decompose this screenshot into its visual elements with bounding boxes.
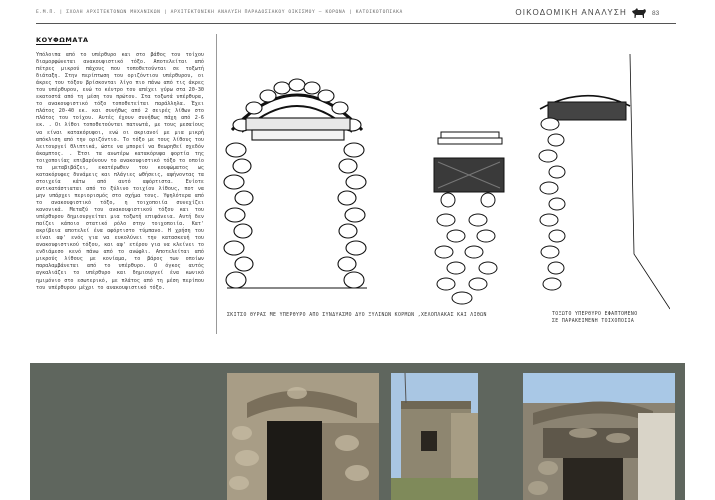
article-body: Υπόλοιπα από το υπέρθυρο και στο βάθος του τοίχου διαμορφώνεται ανακουφιστικό τόξο. Αποτελείται από πέτρες μικρού πάχους που τοποθετούνται σε τοξωτή διάταξη. Στην περίπτωση του οριζόντιου υπέρθυρου, οι άκρες του τόξου βρίσκονται λίγο πιο πάνω από τις άκρες του υπέρθυρου, ενώ το κέντρο του απέχει γύρω στα 20-30 εκατοστά από τη μέση του πρώτου. Στα τοξωτά υπέρθυρα, το ανακουφιστικό τόξο τοποθετείται παράλληλα. Έχει πλάτος 20-40 εκ. και συνήθως από 2 σειρές λίθων στο πλάτος του τοίχου. Αυτές έχουν συνήθως πάχη από 2-6 εκ. . Οι λίθοι τοποθετούνται πατνωτά, με τους μεσαίους να είναι κατακόρυφοι, ενώ οι ακριανοί με μια μικρή απόκλιση από την οριζόντιο. Το τόξο με τους λίθους του λειτουργεί θλιπτικά, ώστε να μπορεί να θεωρηθεί σχεδόν άκαμπτος. . Έτσι τα ανωτέρω κατακόρυφα φορτία της τοιχοποιίας επιβαρύνουν το ανακουφιστικό τόξο το οποίο τα μεταβιβάζει, εκατέρωθεν του κουφώματος ως κατακόρυφες δυνάμεις και πλάγιες ωθήσεις, αφήνοντας τα στοιχεία κάτω από αυτό αφόρτιστα. Ενίοτε αντικατάστιαται από το ξύλινο τοιχίου λίθους, ποτ να μην υπάρχει περιορισμός στο σχήμα τους. Υψηλότερα από το ανακουφιστικό τόξο, η τοιχοποιία συνεχίζει κανονικά. Μεταξύ του ανακουφιστικού τόξου και του υπέρθυρου δημιουργείται μια τοξωτή επιφάνεια. Αυτή δεν παίζει κάποιο στατικό ρόλο στην τοιχοποιία. Κατ' ακρίβεια αποτελεί ένα αφόρτιστο τύμπανο. Η χρήση του είναι αφ' ενός για να ευκολύνει την κατασκευή του ανακουφιστικού τόξου, και αφ' ετέρου για να κλείνει το ενδιάμεσο κενό πάνω από το ανώφλι. Αποτελείται από μικρούς λίθους με κονίαμα, το βάρος των οποίων παραλαμβάνεται από το υπέρθυρο. Ο όγκος αυτός αγκαλιάζει το υπέρθυρο και δημιουργεί ένα κωνικό ημιμόνιο στο εσωτερικό, με πλάτος από τη μέση περίπου του υπέρθυρου μέχρι το ανακουφιστικό τόξο. (36, 52, 204, 291)
arched-door-sketch (222, 70, 372, 300)
figure-caption-right-1: ΤΟΞΩΤΟ ΥΠΕΡΘΥΡΟ ΕΦΑΠΤΟΜΕΝΟ (552, 312, 638, 317)
arched-lintel-sketch (530, 54, 670, 314)
figure-caption-left: ΣΚΙΤΣΟ ΘΥΡΑΣ ΜΕ ΥΠΕΡΘΥΡΟ ΑΠΟ ΣΥΝΔΥΑΣΜΟ ΔΥΟ ΞΥΛΙΝΩΝ ΚΟΡΜΩΝ ,ΧΕΛΟΠΛΑΚΑΣ ΚΑΙ ΛΙΘΩΝ (227, 313, 487, 318)
breadcrumb: Ε.Μ.Π. | ΣΧΟΛΗ ΑΡΧΙΤΕΚΤΟΝΩΝ ΜΗΧΑΝΙΚΩΝ | ΑΡΧΙΤΕΚΤΟΝΙΚΗ ΑΝΑΛΥΣΗ ΠΑΡΑΔΟΣΙΑΚΟΥ ΟΙΚΙΣΜΟΥ – ΚΟΡΩΝΑ | ΚΑΤΟΙΚΟΤΟΠΙΑΚΑ (36, 10, 403, 15)
page-header (0, 0, 715, 28)
heading-underline (36, 44, 71, 45)
photo-arched-lintel (523, 373, 675, 500)
photo-stone-doorway (227, 373, 379, 500)
column-divider (216, 34, 217, 334)
goat-icon (630, 7, 648, 19)
article-heading: ΚΟΥΦΩΜΑΤΑ (36, 36, 89, 44)
figure-caption-right-2: ΣΕ ΠΑΡΑΚΕΙΜΕΝΗ ΤΟΙΧΟΠΟΙΙΑ (552, 319, 635, 324)
section-title: ΟΙΚΟΔΟΜΙΚΗ ΑΝΑΛΥΣΗ (515, 8, 627, 17)
page-number: 83 (652, 10, 660, 17)
photo-stone-house (391, 373, 478, 500)
lintel-section-sketch (426, 130, 511, 305)
header-divider (36, 23, 676, 24)
